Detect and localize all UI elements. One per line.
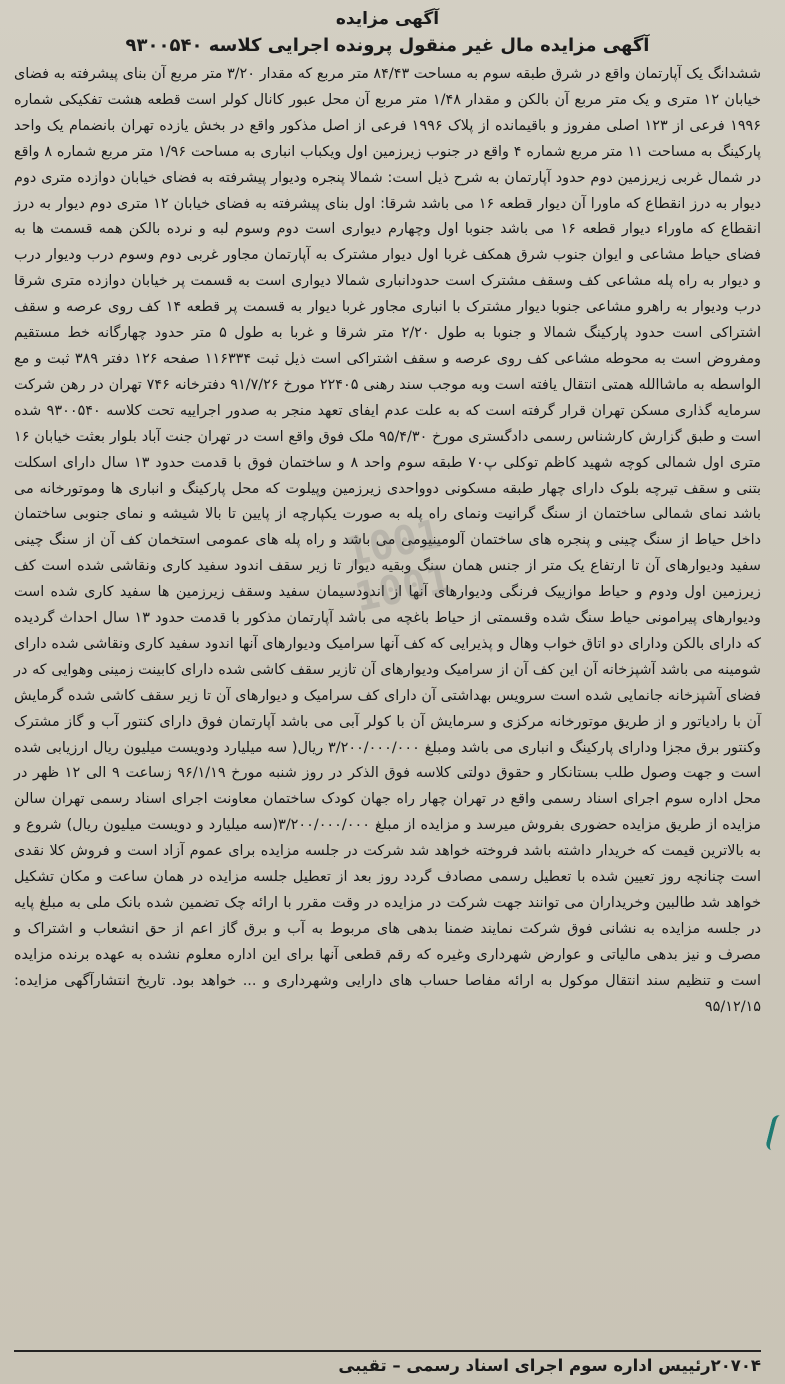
page-edge-mark [765, 1114, 785, 1152]
watermark-logo: 1001 1001 [341, 511, 455, 622]
notice-title: آگهی مزایده [335, 9, 440, 29]
notice-subtitle: آگهی مزایده مال غیر منقول پرونده اجرایی کلاسه ۹۳۰۰۵۴۰ [125, 35, 650, 56]
notice-body: ششدانگ یک آپارتمان واقع در شرق طبقه سوم به مساحت ۸۴/۴۳ متر مربع که مقدار ۳/۲۰ متر مربع آن بنای پیشرفته به فضای خیابان ۱۲ متری و یک متر مربع آن بالکن و مقدار ۱/۴۸ متر مربع آن محل عبور کانال کولر است قطعه هشت تفکیکی شماره ۱۹۹۶ فرعی از ۱۲۳ اصلی مفروز و باقیمانده از پلاک ۱۹۹۶ فرعی از اصل مذکور واقع در بخش یازده تهران بانضمام یک واحد پارکینگ به مساحت ۱۱ متر مربع شماره ۴ واقع در جنوب زیرزمین اول ویکباب انباری به مساحت ۱/۹۶ متر مربع شماره ۸ واقع در شمال غربی زیرزمین دوم حدود آپارتمان به شرح ذیل است: شمالا پنجره ودیوار پیشرفته به فضای خیابان دوازده متری دوم دیوار به درز انقطاع که ماورا آن دیوار قطعه ۱۶ می باشد شرقا: اول بنای پیشرفته به فضای خیابان ۱۲ متری دوم دیوار به درز انقطاع که ماوراء دیوار قطعه ۱۶ می باشد جنوبا اول وچهارم دیواری است دوم وسوم لبه و نرده بالکن همه قسمت ها به فضای حیاط مشاعی و ایوان جنوب شرق همکف غربا اول دیوار مشترک به آپارتمان مجاور غربی دوم وسوم درب ودیوار درب و دیوار به راه پله مشاعی کف وسقف مشترک است حدودانباری شمالا دیواری است به قسمت پر خیابان دوازده متری شرقا درب ودیوار به راهرو مشاعی جنوبا دیوار مشترک با انباری مجاور غربا دیوار به قسمت پر قطعه ۱۴ کف روی عرصه و سقف اشتراکی است حدود پارکینگ شمالا و جنوبا به طول ۲/۲۰ متر شرقا و غربا به طول ۵ متر حدود چهارگانه خط مستقیم ومفروض است به محوطه مشاعی کف روی عرصه و سقف اشتراکی است ذیل ثبت ۱۱۶۳۳۴ صفحه ۱۲۶ دفتر ۳۸۹ ثبت و مع الواسطه به ماشاالله همتی انتقال یافته است وبه موجب سند رهنی ۲۲۴۰۵ مورخ ۹۱/۷/۲۶ دفترخانه ۷۴۶ تهران در رهن شرکت سرمایه گذاری مسکن تهران قرار گرفته است که به علت عدم ایفای تعهد منجر به صدور اجراییه تحت کلاسه ۹۳۰۰۵۴۰ شده است و طبق گزارش کارشناس رسمی دادگستری مورخ ۹۵/۴/۳۰ ملک فوق واقع است در تهران جنت آباد بلوار بعثت خیابان ۱۶ متری اول شمالی کوچه شهید کاظم توکلی پ۷۰ طبقه سوم واحد ۸ و ساختمان فوق با قدمت حدود ۱۳ سال دارای اسکلت بتنی و سقف تیرچه بلوک دارای چهار طبقه مسکونی دوواحدی زیرزمین وپیلوت که محل پارکینگ و انباری ها وموتورخانه می باشد نمای شمالی ساختمان از سنگ گرانیت ونمای راه پله به صورت یکپارچه از پایین تا بالا شیشه و نمای جنوبی ساختمان داخل حیاط از سنگ چینی و پنجره های ساختمان آلومینیومی می باشد و راه پله های عمومی استخمان کف آن از سنگ چینی سفید ودیوارهای آن تا ارتفاع یک متر از جنس همان سنگ وبقیه دیوار تا زیر سقف اندود سفید کاری ونقاشی شده است کف زیرزمین اول ودوم و حیاط موازییک فرنگی ودیوارهای آنها از اندودسیمان سفید وسقف زیرزمین ها سفید کاری شده است ودیوارهای پیرامونی حیاط سنگ شده وقسمتی از حیاط باغچه می باشد آپارتمان مذکور با قدمت حدود ۱۳ سال احداث گردیده که دارای بالکن ودارای دو اتاق خواب وهال و پذیرایی که کف آنها سرامیک ودیوارهای آنها اندود سفید کاری ونقاشی شده دارای شومینه می باشد آشپزخانه آن این کف آن از سرامیک ودیوارهای آن تازیر سقف کاشی شده دارای کابینت زمینی وهوایی که در فضای آشپزخانه جانمایی شده است سرویس بهداشتی آن دارای کف سرامیک و دیوارهای آن تا زیر سقف کاشی شده گرمایش آن با رادیاتور و از طریق موتورخانه مرکزی و سرمایش آن با کولر آبی می باشد آپارتمان فوق دارای کنتور آب و گاز مشترک وکنتور برق مجزا ودارای پارکینگ و انباری می باشد ومبلغ ۳/۲۰۰/۰۰۰/۰۰۰ ریال( سه میلیارد ودویست میلیون ریال ارزیابی شده است و جهت وصول طلب بستانکار و حقوق دولتی کلاسه فوق الذکر در روز شنبه مورخ ۹۶/۱/۱۹ زساعت ۹ الی ۱۲ ظهر در محل اداره سوم اجرای اسناد رسمی واقع در تهران چهار راه جهان کودک ساختمان معاونت اجرای اسناد رسمی تهران سالن مزایده از طریق مزایده حضوری بفروش میرسد و مزایده از مبلغ ۳/۲۰۰/۰۰۰/۰۰۰(سه میلیارد و دویست میلیون ریال) شروع و به بالاترین قیمت که خریدار داشته باشد فروخته خواهد شد شرکت در جلسه مزایده برای عموم آزاد است و فروش کلا نقدی است چنانچه روز تعیین شده با تعطیل رسمی مصادف گردد روز بعد از تعطیل جلسه مزایده در همان ساعت و مکان تشکیل خواهد شد طالبین وخریداران می توانند جهت شرکت در مزایده در وقت مقرر با ارائه چک تضمین شده بانک ملی به مبلغ پایه در جلسه مزایده به نشانی فوق شرکت نمایند ضمنا بدهی های مربوط به آب و برق گاز اعم از حق انشعاب و اشتراک و مصرف و نیز بدهی مالیاتی و عوارض شهرداری وغیره که رقم قطعی آنها برای این اداره معلوم نشده به عهده برنده مزایده است و تنظیم سند انتقال موکول به ارائه مفاصا حساب های دارایی وشهرداری و ... خواهد بود. تاریخ انتشارآگهی مزایده: ۹۵/۱۲/۱۵ [14, 66, 762, 1015]
notice-signature: ۲۰۷۰۴رئییس اداره سوم اجرای اسناد رسمی – تقیبی [14, 1350, 761, 1378]
